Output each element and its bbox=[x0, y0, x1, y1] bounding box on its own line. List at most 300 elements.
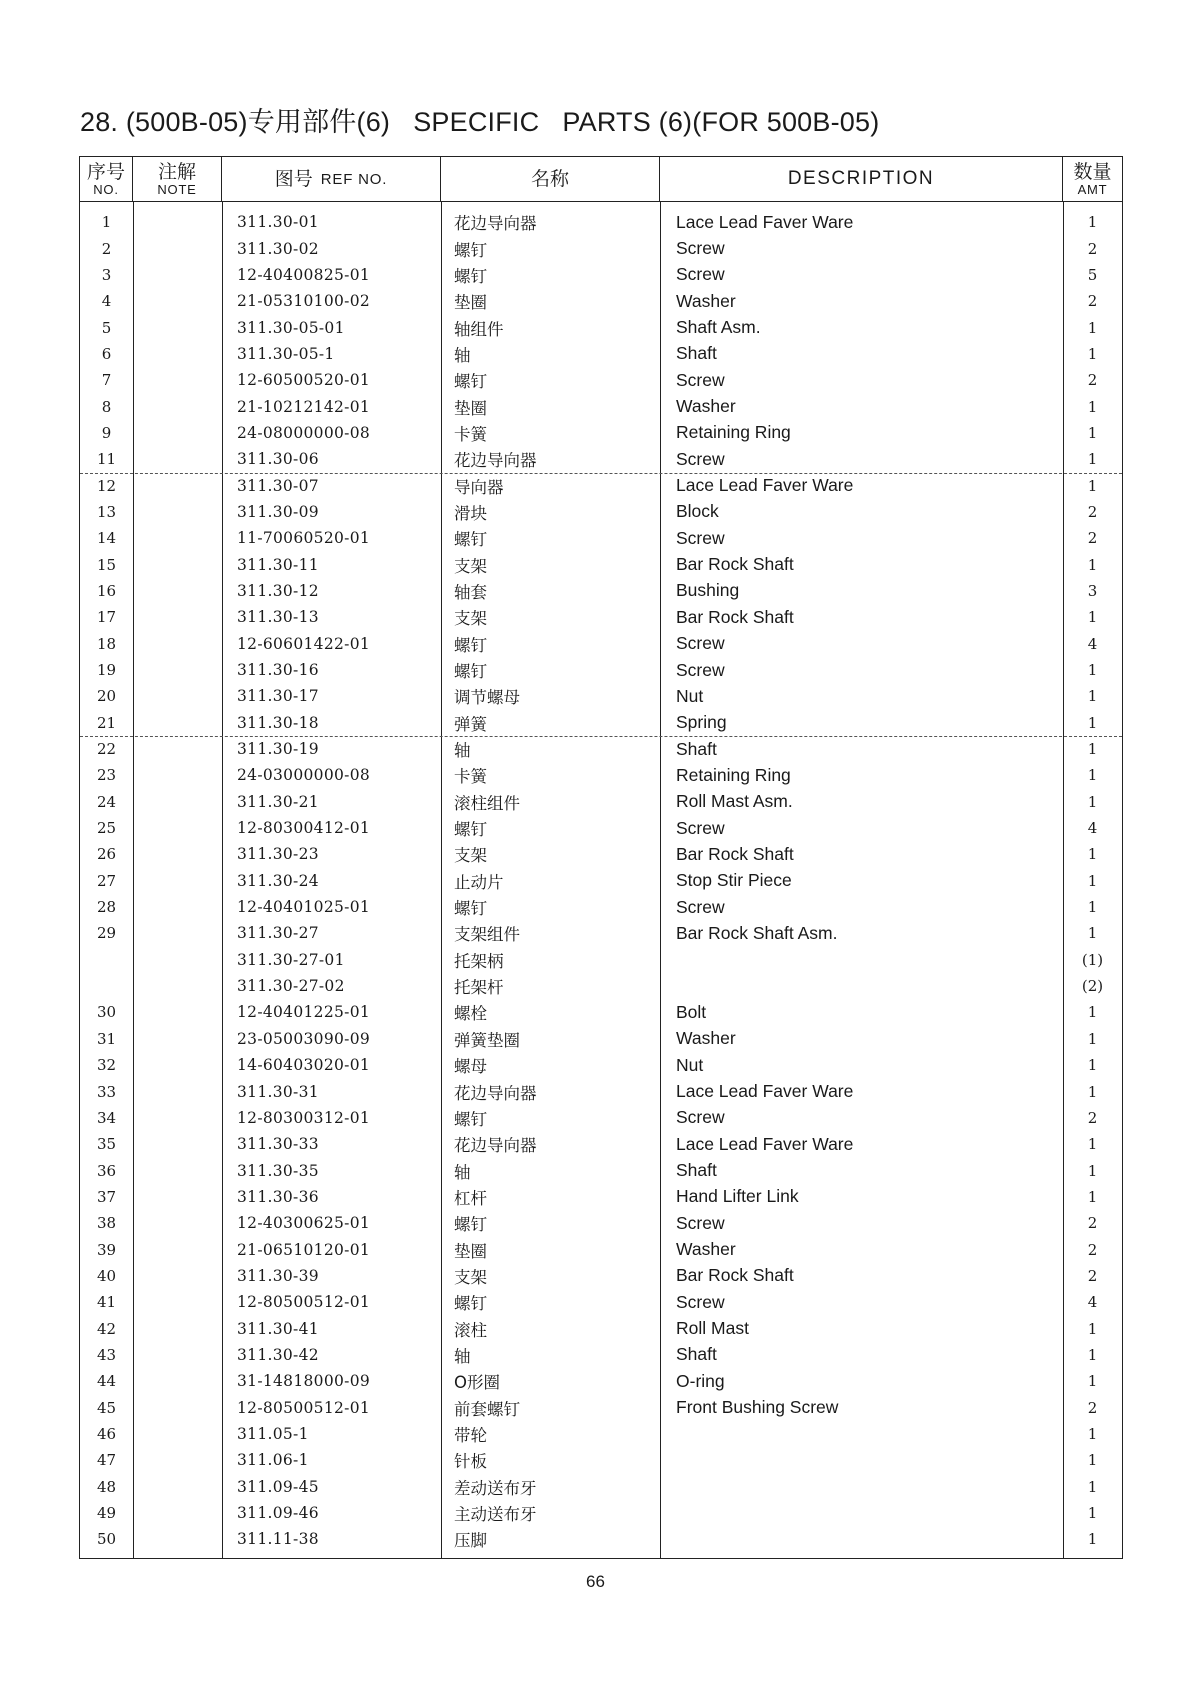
table-row bbox=[80, 1052, 1122, 1078]
cell-desc: Bar Rock Shaft bbox=[676, 843, 794, 864]
cell-amt: 1 bbox=[1087, 608, 1098, 627]
cell-no: 50 bbox=[96, 1530, 117, 1549]
cell-amt: 1 bbox=[1087, 898, 1098, 917]
cell-amt: 1 bbox=[1087, 423, 1098, 442]
cell-amt: 1 bbox=[1087, 1319, 1098, 1338]
cell-amt: 2 bbox=[1087, 1398, 1098, 1417]
table-row bbox=[80, 525, 1122, 551]
cell-no: 35 bbox=[96, 1135, 117, 1154]
cell-ref: 311.30-35 bbox=[237, 1161, 319, 1180]
cell-no: 30 bbox=[96, 1003, 117, 1022]
cell-desc: Shaft bbox=[676, 1160, 717, 1181]
header-no-zh: 序号 bbox=[86, 160, 125, 183]
cell-name: 花边导向器 bbox=[454, 1083, 537, 1103]
cell-desc: Lace Lead Faver Ware bbox=[676, 475, 854, 496]
cell-name: 压脚 bbox=[454, 1531, 487, 1551]
cell-name: 主动送布牙 bbox=[454, 1505, 537, 1525]
cell-ref: 311.09-46 bbox=[237, 1504, 319, 1523]
cell-no: 21 bbox=[96, 713, 117, 732]
cell-ref: 12-40401025-01 bbox=[237, 898, 371, 917]
cell-name: 螺钉 bbox=[454, 1215, 487, 1235]
cell-desc: Lace Lead Faver Ware bbox=[676, 211, 854, 232]
cell-name: 卡簧 bbox=[454, 767, 487, 787]
cell-amt: 1 bbox=[1087, 1056, 1098, 1075]
cell-amt: 1 bbox=[1087, 924, 1098, 943]
cell-name: 轴组件 bbox=[454, 319, 504, 339]
cell-no: 43 bbox=[96, 1345, 117, 1364]
cell-desc: Screw bbox=[676, 1107, 725, 1128]
cell-ref: 311.30-05-1 bbox=[237, 344, 335, 363]
header-ref-en: REF NO. bbox=[320, 170, 388, 188]
cell-desc: Screw bbox=[676, 448, 725, 469]
table-row bbox=[80, 894, 1122, 920]
cell-amt: 3 bbox=[1087, 581, 1098, 600]
cell-name: 垫圈 bbox=[454, 293, 487, 313]
cell-no: 44 bbox=[96, 1372, 117, 1391]
cell-desc: Shaft bbox=[676, 343, 717, 364]
cell-no: 4 bbox=[101, 292, 112, 311]
cell-no: 13 bbox=[96, 502, 117, 521]
cell-amt: 1 bbox=[1087, 1451, 1098, 1470]
cell-no: 36 bbox=[96, 1161, 117, 1180]
cell-ref: 311.30-23 bbox=[237, 845, 319, 864]
cell-amt: 1 bbox=[1087, 1135, 1098, 1154]
cell-ref: 311.30-24 bbox=[237, 871, 319, 890]
table-row bbox=[80, 472, 1122, 498]
cell-desc: Spring bbox=[676, 712, 727, 733]
cell-ref: 311.09-45 bbox=[237, 1477, 319, 1496]
cell-amt: 2 bbox=[1087, 371, 1098, 390]
cell-desc: Stop Stir Piece bbox=[676, 870, 792, 891]
cell-ref: 311.30-07 bbox=[237, 476, 319, 495]
cell-name: 轴套 bbox=[454, 582, 487, 602]
cell-no: 37 bbox=[96, 1187, 117, 1206]
cell-no: 29 bbox=[96, 924, 117, 943]
cell-desc: Screw bbox=[676, 369, 725, 390]
header-no bbox=[80, 157, 133, 201]
cell-amt: 1 bbox=[1087, 1530, 1098, 1549]
cell-ref: 311.30-06 bbox=[237, 450, 319, 469]
table-row bbox=[80, 841, 1122, 867]
cell-ref: 21-06510120-01 bbox=[237, 1240, 371, 1259]
cell-no: 49 bbox=[96, 1504, 117, 1523]
cell-desc: Bolt bbox=[676, 1001, 707, 1022]
cell-name: 差动送布牙 bbox=[454, 1478, 537, 1498]
cell-ref: 311.30-11 bbox=[237, 555, 319, 574]
cell-desc: Bar Rock Shaft bbox=[676, 554, 794, 575]
cell-name: 带轮 bbox=[454, 1425, 487, 1445]
cell-amt: 4 bbox=[1087, 634, 1098, 653]
cell-name: 螺钉 bbox=[454, 820, 487, 840]
cell-desc: Bar Rock Shaft bbox=[676, 606, 794, 627]
cell-name: 螺栓 bbox=[454, 1004, 487, 1024]
cell-no: 33 bbox=[96, 1082, 117, 1101]
header-amt-en: AMT bbox=[1077, 181, 1108, 197]
cell-desc: Screw bbox=[676, 238, 725, 259]
table-row bbox=[80, 789, 1122, 815]
table-row bbox=[80, 1368, 1122, 1394]
cell-desc: Roll Mast bbox=[676, 1318, 749, 1339]
cell-desc: Lace Lead Faver Ware bbox=[676, 1133, 854, 1154]
cell-no: 31 bbox=[96, 1029, 117, 1048]
cell-name: 支架组件 bbox=[454, 925, 520, 945]
cell-desc: Hand Lifter Link bbox=[676, 1186, 799, 1207]
cell-no: 40 bbox=[96, 1266, 117, 1285]
header-amt-zh: 数量 bbox=[1073, 160, 1112, 183]
cell-name: 轴 bbox=[454, 345, 471, 365]
cell-desc: Bushing bbox=[676, 580, 740, 601]
header-no-en: NO. bbox=[93, 181, 119, 197]
table-row bbox=[80, 736, 1122, 762]
cell-ref: 311.06-1 bbox=[237, 1451, 309, 1470]
cell-ref: 311.30-21 bbox=[237, 792, 319, 811]
table-row bbox=[80, 314, 1122, 340]
table-row bbox=[80, 1474, 1122, 1500]
cell-no: 14 bbox=[96, 529, 117, 548]
cell-desc: Retaining Ring bbox=[676, 764, 791, 785]
cell-no: 27 bbox=[96, 871, 117, 890]
cell-desc: Block bbox=[676, 501, 719, 522]
page-number: 66 bbox=[586, 1572, 605, 1591]
header-ref-zh: 图号 bbox=[274, 168, 313, 190]
table-row bbox=[80, 631, 1122, 657]
cell-amt: 4 bbox=[1087, 1293, 1098, 1312]
table-row bbox=[80, 1394, 1122, 1420]
cell-desc: Lace Lead Faver Ware bbox=[676, 1081, 854, 1102]
cell-desc: Nut bbox=[676, 685, 704, 706]
cell-name: 导向器 bbox=[454, 477, 504, 497]
cell-ref: 311.30-09 bbox=[237, 502, 319, 521]
cell-desc: Screw bbox=[676, 1291, 725, 1312]
table-row bbox=[80, 815, 1122, 841]
cell-ref: 311.30-16 bbox=[237, 661, 319, 680]
table-row bbox=[80, 657, 1122, 683]
table-row bbox=[80, 499, 1122, 525]
cell-desc: Washer bbox=[676, 290, 736, 311]
cell-amt: 1 bbox=[1087, 1161, 1098, 1180]
cell-ref: 311.30-39 bbox=[237, 1266, 319, 1285]
cell-desc: Screw bbox=[676, 896, 725, 917]
cell-desc: Shaft bbox=[676, 1344, 717, 1365]
cell-name: 支架 bbox=[454, 846, 487, 866]
cell-ref: 21-05310100-02 bbox=[237, 292, 371, 311]
table-body bbox=[80, 202, 1122, 1558]
cell-ref: 311.11-38 bbox=[237, 1530, 319, 1549]
cell-desc: Nut bbox=[676, 1054, 704, 1075]
cell-name: 螺钉 bbox=[454, 530, 487, 550]
cell-amt: 2 bbox=[1087, 502, 1098, 521]
cell-name: 轴 bbox=[454, 1162, 471, 1182]
cell-ref: 311.30-05-01 bbox=[237, 318, 345, 337]
cell-ref: 311.30-27-02 bbox=[237, 977, 345, 996]
cell-amt: 1 bbox=[1087, 766, 1098, 785]
cell-ref: 311.30-27 bbox=[237, 924, 319, 943]
cell-ref: 311.30-36 bbox=[237, 1187, 319, 1206]
cell-ref: 12-40401225-01 bbox=[237, 1003, 371, 1022]
cell-name: 支架 bbox=[454, 1267, 487, 1287]
cell-no: 28 bbox=[96, 898, 117, 917]
cell-name: 弹簧 bbox=[454, 714, 487, 734]
cell-ref: 311.30-31 bbox=[237, 1082, 319, 1101]
cell-amt: (2) bbox=[1081, 977, 1104, 996]
table-row bbox=[80, 1210, 1122, 1236]
cell-amt: 1 bbox=[1087, 1424, 1098, 1443]
cell-ref: 24-03000000-08 bbox=[237, 766, 371, 785]
cell-no: 34 bbox=[96, 1108, 117, 1127]
cell-amt: 1 bbox=[1087, 476, 1098, 495]
cell-desc: Retaining Ring bbox=[676, 422, 791, 443]
table-row bbox=[80, 1526, 1122, 1552]
cell-ref: 311.30-27-01 bbox=[237, 950, 345, 969]
cell-amt: 1 bbox=[1087, 740, 1098, 759]
table-row bbox=[80, 209, 1122, 235]
cell-ref: 12-60601422-01 bbox=[237, 634, 371, 653]
cell-name: 螺钉 bbox=[454, 662, 487, 682]
cell-name: O形圈 bbox=[454, 1373, 500, 1393]
cell-name: 螺钉 bbox=[454, 1109, 487, 1129]
cell-name: 滚柱组件 bbox=[454, 793, 520, 813]
cell-amt: 4 bbox=[1087, 819, 1098, 838]
cell-ref: 311.30-42 bbox=[237, 1345, 319, 1364]
table-row bbox=[80, 393, 1122, 419]
header-ref bbox=[222, 157, 441, 201]
cell-amt: 1 bbox=[1087, 871, 1098, 890]
cell-no: 12 bbox=[96, 476, 117, 495]
cell-no: 39 bbox=[96, 1240, 117, 1259]
cell-no: 42 bbox=[96, 1319, 117, 1338]
table-header bbox=[80, 157, 1122, 202]
table-row bbox=[80, 1315, 1122, 1341]
cell-amt: 2 bbox=[1087, 1266, 1098, 1285]
cell-amt: 1 bbox=[1087, 1082, 1098, 1101]
cell-desc: Roll Mast Asm. bbox=[676, 791, 793, 812]
cell-amt: 1 bbox=[1087, 661, 1098, 680]
table-row bbox=[80, 710, 1122, 736]
cell-name: 轴 bbox=[454, 741, 471, 761]
cell-amt: 1 bbox=[1087, 1029, 1098, 1048]
table-row bbox=[80, 1421, 1122, 1447]
page-title: 28. (500B-05)专用部件(6) SPECIFIC PARTS (6)(FOR 500B-05) bbox=[80, 107, 880, 137]
cell-name: 弹簧垫圈 bbox=[454, 1030, 520, 1050]
cell-amt: 1 bbox=[1087, 1187, 1098, 1206]
table-row bbox=[80, 1026, 1122, 1052]
cell-name: 托架杆 bbox=[454, 978, 504, 998]
table-row bbox=[80, 446, 1122, 472]
cell-amt: 5 bbox=[1087, 265, 1098, 284]
cell-amt: 1 bbox=[1087, 713, 1098, 732]
cell-amt: 1 bbox=[1087, 1504, 1098, 1523]
header-amt bbox=[1063, 157, 1122, 201]
header-note-en: NOTE bbox=[157, 181, 197, 197]
cell-no: 16 bbox=[96, 581, 117, 600]
cell-amt: 1 bbox=[1087, 687, 1098, 706]
cell-no: 9 bbox=[101, 423, 112, 442]
cell-no: 19 bbox=[96, 661, 117, 680]
cell-desc: Screw bbox=[676, 817, 725, 838]
header-name bbox=[441, 157, 660, 201]
cell-name: 滑块 bbox=[454, 503, 487, 523]
table-row bbox=[80, 420, 1122, 446]
cell-ref: 12-40400825-01 bbox=[237, 265, 371, 284]
cell-no: 3 bbox=[101, 265, 112, 284]
table-row bbox=[80, 604, 1122, 630]
cell-name: 止动片 bbox=[454, 872, 504, 892]
cell-ref: 21-10212142-01 bbox=[237, 397, 371, 416]
cell-amt: 1 bbox=[1087, 1345, 1098, 1364]
cell-ref: 311.30-41 bbox=[237, 1319, 319, 1338]
cell-no: 8 bbox=[101, 397, 112, 416]
table-row bbox=[80, 367, 1122, 393]
cell-name: 针板 bbox=[454, 1452, 487, 1472]
cell-ref: 12-80500512-01 bbox=[237, 1398, 371, 1417]
cell-no: 26 bbox=[96, 845, 117, 864]
table-row bbox=[80, 973, 1122, 999]
header-name-zh: 名称 bbox=[530, 168, 569, 190]
cell-amt: 1 bbox=[1087, 213, 1098, 232]
cell-desc: Bar Rock Shaft bbox=[676, 1265, 794, 1286]
header-description bbox=[660, 157, 1063, 201]
table-row bbox=[80, 551, 1122, 577]
cell-desc: Screw bbox=[676, 264, 725, 285]
cell-ref: 31-14818000-09 bbox=[237, 1372, 371, 1391]
cell-amt: 2 bbox=[1087, 1240, 1098, 1259]
cell-desc: Screw bbox=[676, 659, 725, 680]
cell-amt: 2 bbox=[1087, 1214, 1098, 1233]
cell-no: 11 bbox=[96, 450, 117, 469]
table-row bbox=[80, 999, 1122, 1025]
cell-ref: 12-80300412-01 bbox=[237, 819, 371, 838]
table-row bbox=[80, 1184, 1122, 1210]
header-note bbox=[133, 157, 222, 201]
table-row bbox=[80, 1500, 1122, 1526]
cell-amt: 1 bbox=[1087, 1477, 1098, 1496]
cell-no: 46 bbox=[96, 1424, 117, 1443]
cell-amt: 1 bbox=[1087, 344, 1098, 363]
cell-desc: O-ring bbox=[676, 1370, 725, 1391]
cell-ref: 311.30-13 bbox=[237, 608, 319, 627]
table-row bbox=[80, 683, 1122, 709]
cell-name: 螺钉 bbox=[454, 266, 487, 286]
cell-name: 花边导向器 bbox=[454, 214, 537, 234]
cell-ref: 311.30-02 bbox=[237, 239, 319, 258]
cell-ref: 311.30-33 bbox=[237, 1135, 319, 1154]
cell-desc: Shaft bbox=[676, 738, 717, 759]
cell-desc: Washer bbox=[676, 1239, 736, 1260]
cell-name: 支架 bbox=[454, 609, 487, 629]
table-row bbox=[80, 1447, 1122, 1473]
cell-desc: Front Bushing Screw bbox=[676, 1397, 839, 1418]
cell-amt: 1 bbox=[1087, 450, 1098, 469]
cell-name: 花边导向器 bbox=[454, 451, 537, 471]
table-row bbox=[80, 1131, 1122, 1157]
cell-ref: 311.05-1 bbox=[237, 1424, 309, 1443]
cell-name: 托架柄 bbox=[454, 951, 504, 971]
cell-ref: 311.30-12 bbox=[237, 581, 319, 600]
cell-desc: Screw bbox=[676, 633, 725, 654]
cell-amt: 1 bbox=[1087, 1372, 1098, 1391]
cell-name: 滚柱 bbox=[454, 1320, 487, 1340]
header-description-label: DESCRIPTION bbox=[787, 168, 935, 189]
cell-ref: 12-80500512-01 bbox=[237, 1293, 371, 1312]
table-row bbox=[80, 1289, 1122, 1315]
cell-amt: 2 bbox=[1087, 1108, 1098, 1127]
header-note-zh: 注解 bbox=[157, 160, 196, 183]
cell-no: 38 bbox=[96, 1214, 117, 1233]
cell-amt: 2 bbox=[1087, 292, 1098, 311]
cell-name: 螺钉 bbox=[454, 240, 487, 260]
table-row bbox=[80, 1078, 1122, 1104]
cell-ref: 23-05003090-09 bbox=[237, 1029, 371, 1048]
cell-name: 花边导向器 bbox=[454, 1136, 537, 1156]
cell-no: 23 bbox=[96, 766, 117, 785]
cell-no: 48 bbox=[96, 1477, 117, 1496]
cell-no: 1 bbox=[101, 213, 112, 232]
cell-name: 卡簧 bbox=[454, 424, 487, 444]
cell-amt: 2 bbox=[1087, 239, 1098, 258]
table-row bbox=[80, 578, 1122, 604]
cell-no: 5 bbox=[101, 318, 112, 337]
cell-ref: 12-40300625-01 bbox=[237, 1214, 371, 1233]
cell-name: 螺钉 bbox=[454, 1294, 487, 1314]
cell-name: 前套螺钉 bbox=[454, 1399, 520, 1419]
cell-no: 24 bbox=[96, 792, 117, 811]
cell-name: 杠杆 bbox=[454, 1188, 487, 1208]
table-row bbox=[80, 1342, 1122, 1368]
cell-name: 支架 bbox=[454, 556, 487, 576]
cell-ref: 14-60403020-01 bbox=[237, 1056, 371, 1075]
cell-ref: 12-80300312-01 bbox=[237, 1108, 371, 1127]
cell-desc: Shaft Asm. bbox=[676, 317, 761, 338]
cell-name: 垫圈 bbox=[454, 1241, 487, 1261]
table-row bbox=[80, 1263, 1122, 1289]
cell-amt: 1 bbox=[1087, 397, 1098, 416]
cell-no: 25 bbox=[96, 819, 117, 838]
cell-amt: 1 bbox=[1087, 555, 1098, 574]
table-row bbox=[80, 920, 1122, 946]
cell-amt: 1 bbox=[1087, 318, 1098, 337]
cell-no: 17 bbox=[96, 608, 117, 627]
cell-ref: 311.30-17 bbox=[237, 687, 319, 706]
table-row bbox=[80, 1236, 1122, 1262]
cell-desc: Washer bbox=[676, 396, 736, 417]
cell-no: 22 bbox=[96, 740, 117, 759]
cell-no: 45 bbox=[96, 1398, 117, 1417]
table-row bbox=[80, 235, 1122, 261]
cell-ref: 311.30-19 bbox=[237, 740, 319, 759]
table-row bbox=[80, 262, 1122, 288]
cell-amt: 1 bbox=[1087, 845, 1098, 864]
cell-no: 47 bbox=[96, 1451, 117, 1470]
cell-name: 螺钉 bbox=[454, 372, 487, 392]
table-row bbox=[80, 868, 1122, 894]
cell-desc: Screw bbox=[676, 527, 725, 548]
cell-no: 32 bbox=[96, 1056, 117, 1075]
cell-amt: 1 bbox=[1087, 792, 1098, 811]
table-row bbox=[80, 288, 1122, 314]
cell-name: 螺母 bbox=[454, 1057, 487, 1077]
cell-no: 7 bbox=[101, 371, 112, 390]
cell-no: 20 bbox=[96, 687, 117, 706]
cell-name: 垫圈 bbox=[454, 398, 487, 418]
cell-name: 螺钉 bbox=[454, 635, 487, 655]
cell-desc: Bar Rock Shaft Asm. bbox=[676, 922, 838, 943]
cell-ref: 11-70060520-01 bbox=[237, 529, 371, 548]
cell-amt: (1) bbox=[1081, 950, 1104, 969]
cell-no: 41 bbox=[96, 1293, 117, 1312]
cell-ref: 12-60500520-01 bbox=[237, 371, 371, 390]
table-row bbox=[80, 1105, 1122, 1131]
cell-ref: 24-08000000-08 bbox=[237, 423, 371, 442]
